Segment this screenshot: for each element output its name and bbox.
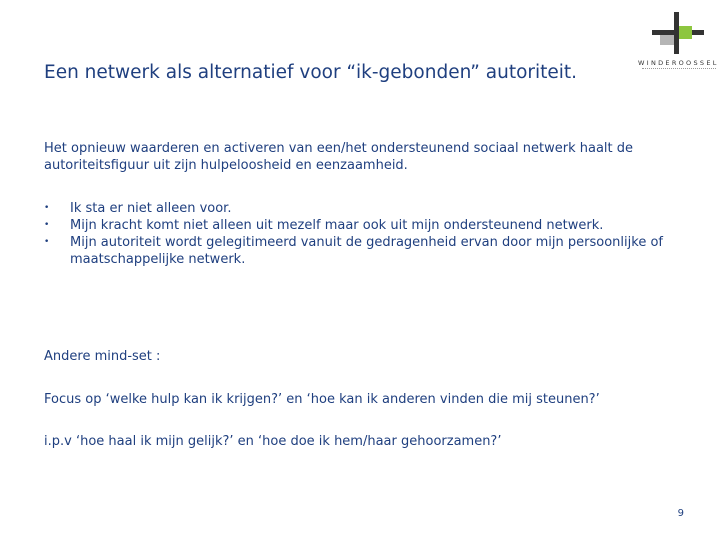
intro-paragraph: Het opnieuw waarderen en activeren van een/het ondersteunend sociaal netwerk haalt de autoriteitsfiguur uit zijn hulpeloosheid en eenzaamheid. [44, 141, 633, 173]
bullet-dot-icon: • [44, 203, 50, 213]
bullet-text: Mijn kracht komt niet alleen uit mezelf maar ook uit mijn ondersteunend netwerk. [70, 218, 604, 233]
bullet-dot-icon: • [44, 220, 50, 230]
bullet-list [44, 200, 684, 268]
bullet-item [44, 234, 684, 268]
bullet-text: Ik sta er niet alleen voor. [70, 201, 232, 216]
page-number: 9 [677, 508, 684, 519]
logo-tagline-line [642, 68, 716, 71]
logo-cross-icon [638, 8, 718, 58]
bullet-item [44, 200, 684, 217]
instead-paragraph: i.p.v ‘hoe haal ik mijn gelijk?’ en ‘hoe doe ik hem/haar gehoorzamen?’ [44, 434, 502, 449]
bullet-text: Mijn autoriteit wordt gelegitimeerd vanuit de gedragenheid ervan door mijn persoonlijke of maatschappelijke netwerk. [70, 235, 663, 267]
organization-logo [638, 8, 718, 72]
focus-paragraph: Focus op ‘welke hulp kan ik krijgen?’ en ‘hoe kan ik anderen vinden die mij steunen?’ [44, 392, 600, 407]
mindset-label: Andere mind-set : [44, 349, 161, 364]
slide-title: Een netwerk als alternatief voor “ik-gebonden” autoriteit. [44, 62, 578, 83]
bullet-dot-icon: • [44, 237, 50, 247]
bullet-item [44, 217, 684, 234]
logo-wordmark: WINDEROOSSEL [638, 59, 719, 67]
